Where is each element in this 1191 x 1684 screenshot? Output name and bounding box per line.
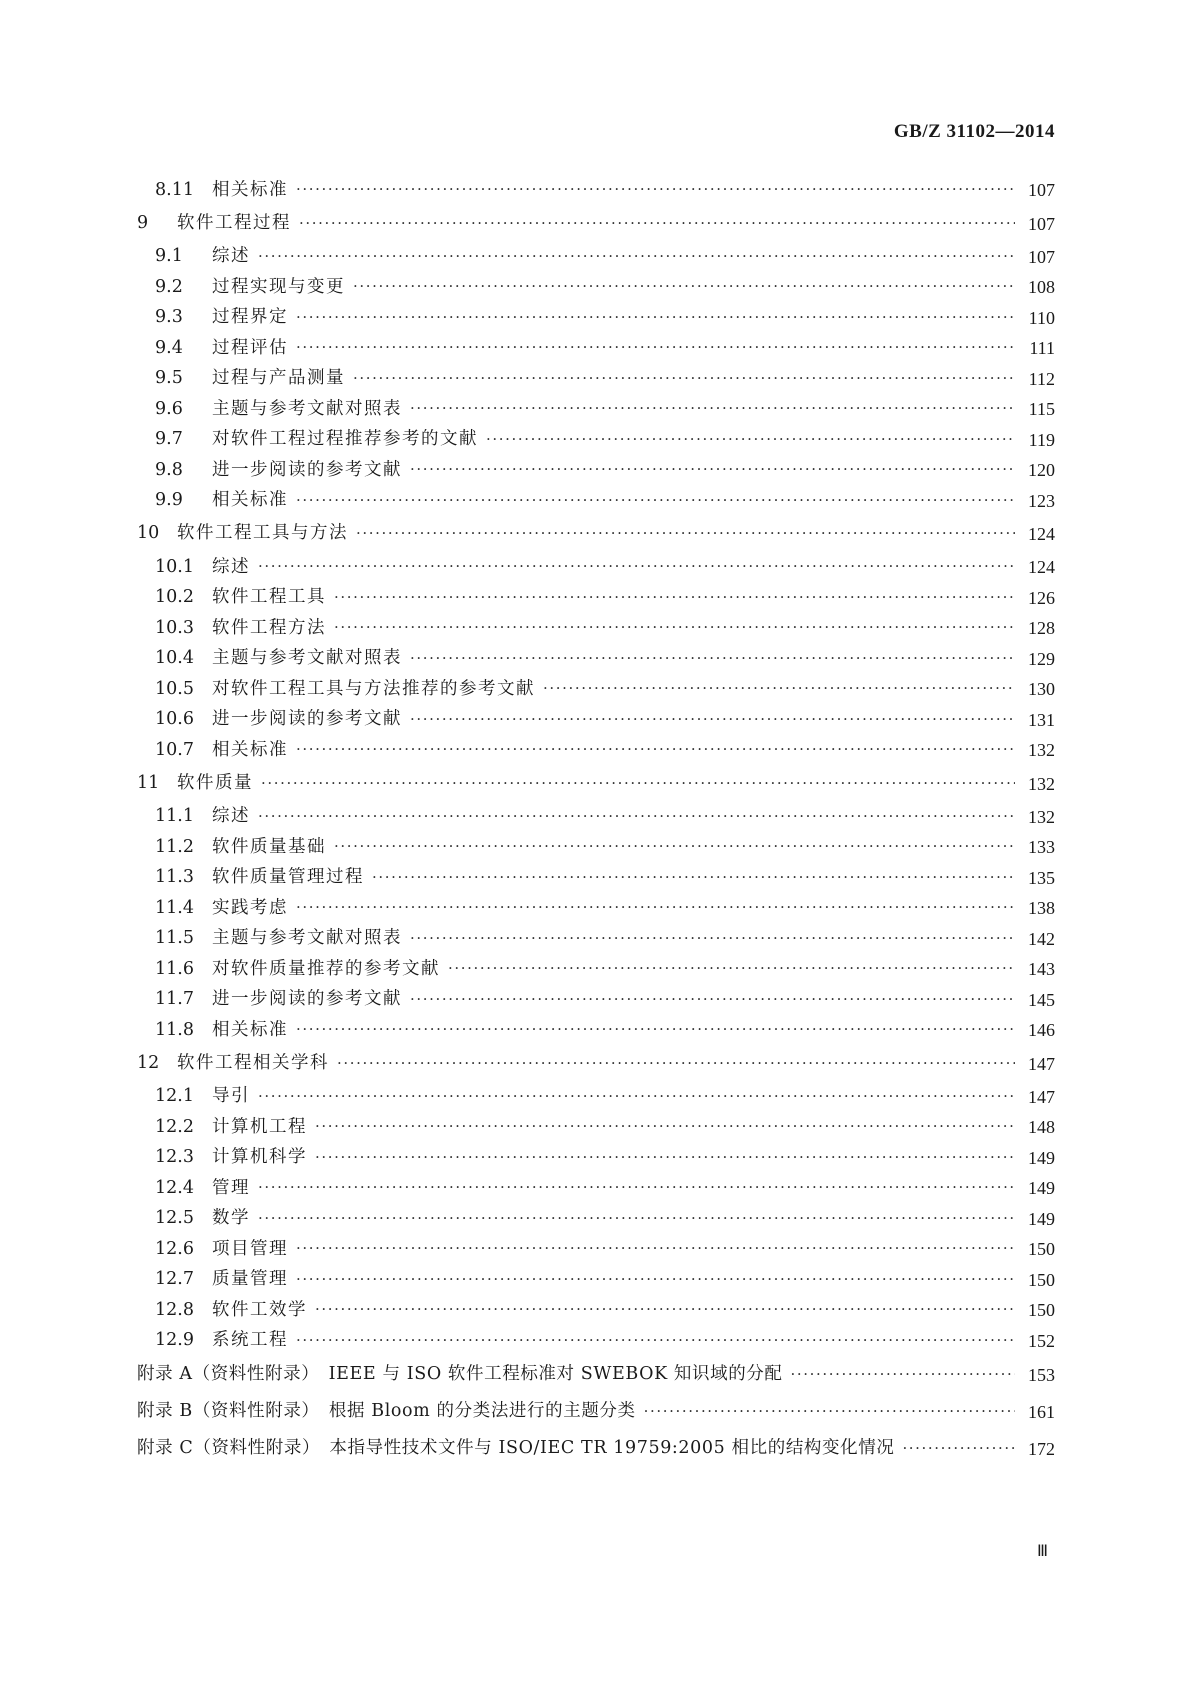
toc-entry-page: 132 — [1028, 740, 1055, 761]
toc-entry-number: 9.4 — [155, 337, 183, 358]
toc-entry-number: 9.7 — [155, 429, 183, 449]
toc-entry[interactable] — [137, 705, 1055, 736]
toc-entry-number: 12.3 — [155, 1147, 194, 1167]
toc-entry-title: 综述 — [212, 806, 250, 826]
toc-entry[interactable] — [137, 954, 1055, 985]
toc-entry[interactable] — [137, 303, 1055, 334]
toc-entry[interactable] — [137, 425, 1055, 456]
toc-entry[interactable] — [137, 863, 1055, 894]
toc-entry-title: 综述 — [212, 556, 250, 577]
toc-entry-title: 进一步阅读的参考文献 — [212, 989, 402, 1009]
toc-leader-dots — [315, 1301, 1015, 1319]
toc-leader-dots — [644, 1403, 1015, 1421]
toc-entry-title: 过程实现与变更 — [212, 276, 345, 297]
toc-leader-dots — [543, 680, 1015, 698]
toc-entry-title: 对软件质量推荐的参考文献 — [212, 958, 440, 979]
toc-entry-page: 120 — [1028, 460, 1055, 481]
toc-entry-number: 12.1 — [155, 1086, 194, 1106]
toc-entry-title: 软件质量管理过程 — [212, 867, 364, 887]
toc-entry-title: 计算机工程 — [212, 1116, 307, 1137]
toc-entry-title: 软件质量基础 — [212, 836, 326, 857]
toc-leader-dots — [902, 1440, 1015, 1458]
toc-entry-number: 10.4 — [155, 648, 194, 668]
toc-entry-page: 112 — [1028, 368, 1055, 389]
toc-leader-dots — [448, 960, 1015, 978]
toc-entry[interactable] — [137, 1046, 1055, 1082]
toc-entry-number: 9.9 — [155, 490, 183, 510]
toc-entry-number: 9.8 — [155, 459, 183, 480]
toc-entry-title: 软件质量 — [177, 772, 253, 793]
toc-entry-title: 进一步阅读的参考文献 — [212, 709, 402, 729]
toc-entry-title: 软件工程工具 — [212, 587, 326, 607]
toc-entry-title: 质量管理 — [212, 1269, 288, 1289]
toc-entry-number: 8.11 — [155, 179, 194, 200]
toc-entry[interactable] — [137, 1356, 1055, 1393]
toc-leader-dots — [258, 808, 1015, 826]
toc-entry[interactable] — [137, 1295, 1055, 1326]
toc-entry[interactable] — [137, 1234, 1055, 1265]
toc-entry-page: 150 — [1028, 1300, 1055, 1321]
toc-entry-number: 9 — [137, 212, 149, 233]
toc-entry[interactable] — [137, 735, 1055, 766]
toc-entry-title: 附录 C（资料性附录） 本指导性技术文件与 ISO/IEC TR 19759:2005 相比的结构变化情况 — [137, 1437, 895, 1458]
toc-entry-number: 12.5 — [155, 1208, 194, 1228]
toc-entry-page: 142 — [1028, 928, 1055, 949]
toc-entry-title: 主题与参考文献对照表 — [212, 398, 402, 419]
toc-entry-title: 综述 — [212, 246, 250, 266]
toc-entry-page: 135 — [1028, 867, 1055, 888]
toc-entry-title: 导引 — [212, 1086, 250, 1106]
toc-entry-number: 9.1 — [155, 246, 183, 266]
toc-leader-dots — [258, 248, 1015, 266]
toc-leader-dots — [258, 558, 1015, 576]
toc-entry-number: 11.2 — [155, 836, 194, 857]
toc-leader-dots — [410, 461, 1015, 479]
page-number-footer: Ⅲ — [1036, 1543, 1048, 1560]
toc-entry-number: 11.1 — [155, 806, 194, 826]
toc-entry-page: 149 — [1028, 1178, 1055, 1199]
toc-entry-page: 131 — [1028, 709, 1055, 730]
toc-leader-dots — [299, 215, 1015, 233]
toc-entry[interactable] — [137, 674, 1055, 705]
toc-entry-page: 147 — [1028, 1086, 1055, 1107]
toc-entry-number: 12.6 — [155, 1238, 194, 1259]
toc-entry[interactable] — [137, 242, 1055, 273]
toc-entry[interactable] — [137, 1143, 1055, 1174]
toc-entry-page: 108 — [1028, 277, 1055, 298]
toc-leader-dots — [258, 1088, 1015, 1106]
toc-entry-number: 11.7 — [155, 989, 194, 1009]
toc-leader-dots — [356, 525, 1015, 543]
toc-entry-page: 107 — [1028, 213, 1055, 234]
toc-leader-dots — [258, 1210, 1015, 1228]
toc-entry[interactable] — [137, 1326, 1055, 1357]
toc-entry[interactable] — [137, 272, 1055, 303]
toc-entry-title: 相关标准 — [212, 179, 288, 200]
toc-leader-dots — [296, 899, 1015, 917]
toc-leader-dots — [334, 838, 1015, 856]
toc-leader-dots — [296, 492, 1015, 510]
toc-entry-page: 133 — [1028, 837, 1055, 858]
toc-entry[interactable] — [137, 613, 1055, 644]
toc-entry-number: 11.8 — [155, 1019, 194, 1040]
toc-leader-dots — [353, 278, 1015, 296]
toc-entry-page: 148 — [1028, 1117, 1055, 1138]
toc-entry-title: 数学 — [212, 1208, 250, 1228]
toc-entry[interactable] — [137, 1173, 1055, 1204]
toc-entry-page: 132 — [1028, 806, 1055, 827]
toc-entry-title: 软件工效学 — [212, 1299, 307, 1320]
toc-entry-title: 管理 — [212, 1177, 250, 1198]
toc-entry[interactable] — [137, 552, 1055, 583]
toc-entry-number: 12.7 — [155, 1269, 194, 1289]
toc-entry-number: 10.2 — [155, 587, 194, 607]
toc-entry-number: 12.2 — [155, 1116, 194, 1137]
toc-entry-number: 12 — [137, 1052, 160, 1073]
toc-leader-dots — [296, 1240, 1015, 1258]
toc-entry-page: 161 — [1028, 1401, 1055, 1422]
toc-entry-page: 153 — [1028, 1364, 1055, 1385]
toc-entry[interactable] — [137, 1430, 1055, 1467]
toc-entry-page: 149 — [1028, 1147, 1055, 1168]
toc-entry-page: 128 — [1028, 618, 1055, 639]
toc-entry-title: 过程界定 — [212, 307, 288, 327]
toc-leader-dots — [486, 431, 1015, 449]
toc-leader-dots — [296, 741, 1015, 759]
toc-entry-number: 11.5 — [155, 928, 194, 948]
toc-leader-dots — [315, 1118, 1015, 1136]
toc-entry-page: 145 — [1028, 989, 1055, 1010]
toc-leader-dots — [296, 1271, 1015, 1289]
toc-entry[interactable] — [137, 1082, 1055, 1113]
toc-entry-number: 12.8 — [155, 1299, 194, 1320]
toc-entry-page: 132 — [1028, 773, 1055, 794]
toc-leader-dots — [296, 339, 1015, 357]
toc-entry[interactable] — [137, 1204, 1055, 1235]
toc-entry[interactable] — [137, 333, 1055, 364]
toc-entry-page: 152 — [1028, 1330, 1055, 1351]
toc-entry-number: 10 — [137, 523, 160, 544]
toc-leader-dots — [337, 1055, 1015, 1073]
toc-leader-dots — [296, 1021, 1015, 1039]
toc-entry-number: 9.6 — [155, 398, 183, 419]
toc-entry-title: 对软件工程过程推荐参考的文献 — [212, 429, 478, 449]
toc-entry-title: 软件工程方法 — [212, 617, 326, 638]
toc-entry-number: 9.2 — [155, 276, 183, 297]
toc-entry-title: 进一步阅读的参考文献 — [212, 459, 402, 480]
toc-entry-title: 附录 B（资料性附录） 根据 Bloom 的分类法进行的主题分类 — [137, 1400, 636, 1421]
toc-entry-page: 150 — [1028, 1269, 1055, 1290]
toc-entry-title: 相关标准 — [212, 490, 288, 510]
toc-entry[interactable] — [137, 644, 1055, 675]
toc-entry-title: 相关标准 — [212, 739, 288, 760]
toc-leader-dots — [296, 309, 1015, 327]
toc-leader-dots — [372, 869, 1015, 887]
toc-leader-dots — [410, 991, 1015, 1009]
toc-leader-dots — [410, 400, 1015, 418]
toc-entry-title: 对软件工程工具与方法推荐的参考文献 — [212, 678, 535, 699]
toc-entry-number: 11.3 — [155, 867, 194, 887]
toc-entry-title: 实践考虑 — [212, 897, 288, 918]
toc-entry[interactable] — [137, 486, 1055, 517]
toc-entry-page: 146 — [1028, 1020, 1055, 1041]
toc-entry-title: 相关标准 — [212, 1019, 288, 1040]
toc-entry-page: 147 — [1028, 1053, 1055, 1074]
toc-entry-number: 10.3 — [155, 617, 194, 638]
toc-entry[interactable] — [137, 175, 1055, 206]
toc-entry-number: 9.3 — [155, 307, 183, 327]
toc-entry[interactable] — [137, 516, 1055, 552]
toc-entry[interactable] — [137, 583, 1055, 614]
toc-entry[interactable] — [137, 364, 1055, 395]
toc-entry[interactable] — [137, 1112, 1055, 1143]
toc-entry-page: 143 — [1028, 959, 1055, 980]
toc-entry-page: 130 — [1028, 679, 1055, 700]
toc-leader-dots — [296, 181, 1015, 199]
toc-entry-page: 129 — [1028, 648, 1055, 669]
toc-entry-page: 126 — [1028, 587, 1055, 608]
toc-leader-dots — [334, 619, 1015, 637]
toc-entry-title: 主题与参考文献对照表 — [212, 928, 402, 948]
toc-entry[interactable] — [137, 1015, 1055, 1046]
toc-entry[interactable] — [137, 832, 1055, 863]
toc-entry[interactable] — [137, 394, 1055, 425]
toc-leader-dots — [410, 930, 1015, 948]
toc-leader-dots — [315, 1149, 1015, 1167]
toc-entry-page: 149 — [1028, 1208, 1055, 1229]
toc-entry-title: 过程与产品测量 — [212, 368, 345, 388]
toc-entry[interactable] — [137, 893, 1055, 924]
toc-leader-dots — [296, 1332, 1015, 1350]
toc-entry-title: 过程评估 — [212, 337, 288, 358]
toc-entry-number: 11.6 — [155, 958, 194, 979]
toc-entry-title: 主题与参考文献对照表 — [212, 648, 402, 668]
toc-entry[interactable] — [137, 1393, 1055, 1430]
toc-entry-number: 10.5 — [155, 678, 194, 699]
toc-entry-page: 138 — [1028, 898, 1055, 919]
toc-entry-page: 111 — [1029, 338, 1055, 359]
toc-entry-title: 软件工程相关学科 — [177, 1052, 329, 1073]
toc-leader-dots — [258, 1179, 1015, 1197]
toc-entry-title: 系统工程 — [212, 1330, 288, 1350]
toc-leader-dots — [791, 1366, 1015, 1384]
toc-entry-number: 10.1 — [155, 556, 194, 577]
toc-entry-page: 124 — [1028, 557, 1055, 578]
toc-entry-page: 107 — [1028, 180, 1055, 201]
toc-entry-page: 172 — [1028, 1438, 1055, 1459]
toc-leader-dots — [410, 650, 1015, 668]
toc-leader-dots — [353, 370, 1015, 388]
standard-number-header: GB/Z 31102—2014 — [893, 121, 1055, 142]
toc-entry-page: 110 — [1028, 307, 1055, 328]
toc-entry[interactable] — [137, 206, 1055, 242]
toc-entry-page: 119 — [1028, 429, 1055, 450]
toc-entry[interactable] — [137, 766, 1055, 802]
toc-entry-number: 10.6 — [155, 709, 194, 729]
toc-entry-page: 107 — [1028, 246, 1055, 267]
toc-entry-title: 项目管理 — [212, 1238, 288, 1259]
toc-leader-dots — [261, 775, 1015, 793]
toc-entry-number: 12.9 — [155, 1330, 194, 1350]
toc-entry-number: 11.4 — [155, 897, 194, 918]
toc-entry-title: 附录 A（资料性附录） IEEE 与 ISO 软件工程标准对 SWEBOK 知识域的分配 — [137, 1363, 783, 1384]
toc-entry-number: 12.4 — [155, 1177, 194, 1198]
toc-entry-title: 软件工程过程 — [177, 212, 291, 233]
toc-entry-title: 软件工程工具与方法 — [177, 523, 348, 544]
toc-leader-dots — [334, 589, 1015, 607]
toc-entry-page: 150 — [1028, 1239, 1055, 1260]
toc-entry-number: 9.5 — [155, 368, 183, 388]
toc-entry-page: 123 — [1028, 490, 1055, 511]
toc-entry-title: 计算机科学 — [212, 1147, 307, 1167]
toc-entry-number: 11 — [137, 772, 160, 793]
toc-entry[interactable] — [137, 455, 1055, 486]
toc-entry[interactable] — [137, 1265, 1055, 1296]
toc-entry-page: 115 — [1028, 399, 1055, 420]
table-of-contents — [137, 175, 1055, 1467]
toc-entry[interactable] — [137, 985, 1055, 1016]
toc-entry[interactable] — [137, 802, 1055, 833]
toc-entry[interactable] — [137, 924, 1055, 955]
toc-leader-dots — [410, 711, 1015, 729]
toc-entry-number: 10.7 — [155, 739, 194, 760]
toc-entry-page: 124 — [1028, 524, 1055, 544]
